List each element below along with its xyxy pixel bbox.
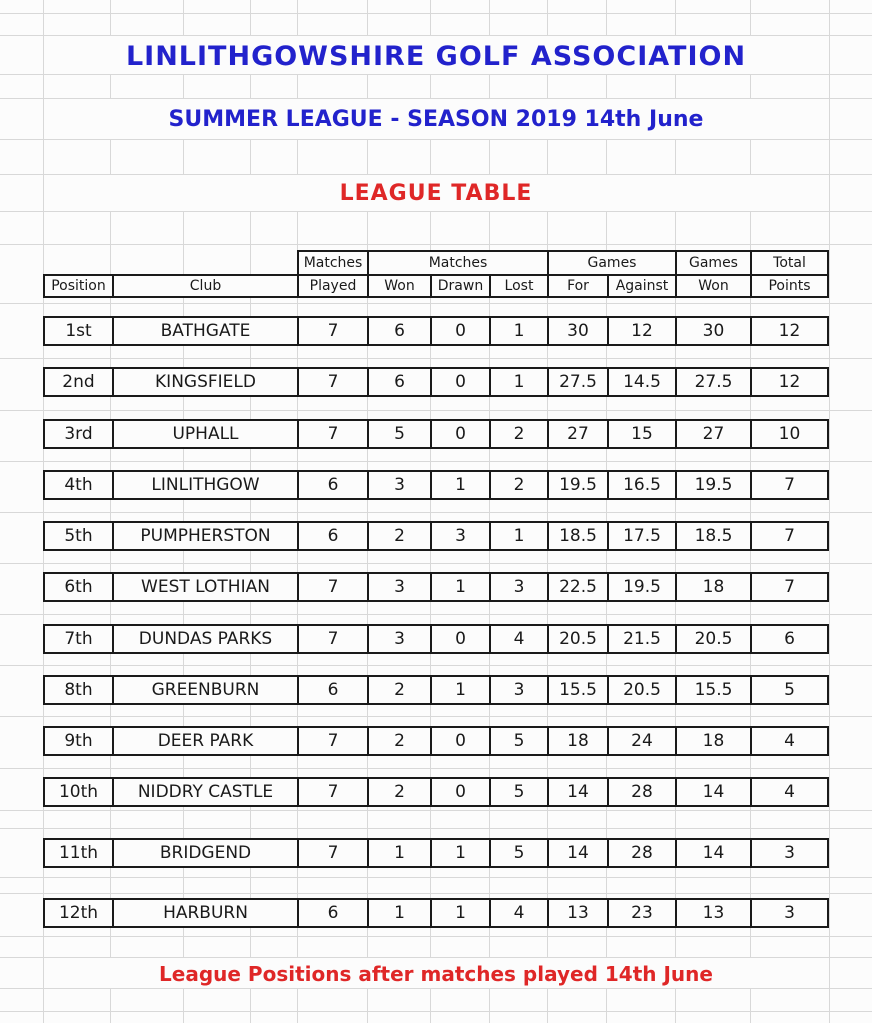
column-header-for: For — [547, 276, 607, 296]
gridline-h — [0, 461, 872, 462]
cell-matches-played: 7 — [297, 840, 367, 866]
cell-games-won: 20.5 — [675, 626, 750, 652]
footer-note: League Positions after matches played 14th June — [159, 962, 713, 986]
gridline-h — [0, 957, 872, 958]
cell-games-against: 12 — [607, 318, 675, 344]
cell-games-won: 13 — [675, 900, 750, 926]
group-header-games: Games — [547, 252, 675, 274]
cell-matches-lost: 1 — [489, 369, 547, 395]
cell-total-points: 10 — [750, 421, 827, 447]
cell-games-for: 22.5 — [547, 574, 607, 600]
gridline-h — [0, 810, 872, 811]
cell-matches-played: 6 — [297, 677, 367, 703]
cell-matches-drawn: 0 — [430, 779, 489, 805]
cell-matches-won: 5 — [367, 421, 430, 447]
cell-total-points: 4 — [750, 779, 827, 805]
gridline-h — [0, 988, 872, 989]
cell-games-against: 14.5 — [607, 369, 675, 395]
cell-club: UPHALL — [112, 421, 297, 447]
cell-matches-played: 7 — [297, 626, 367, 652]
gridline-h — [0, 35, 872, 36]
column-header-lost: Lost — [489, 276, 547, 296]
cell-matches-drawn: 0 — [430, 369, 489, 395]
cell-total-points: 12 — [750, 318, 827, 344]
table-row — [43, 838, 829, 868]
gridline-h — [0, 74, 872, 75]
gridline-h — [0, 512, 872, 513]
cell-total-points: 7 — [750, 574, 827, 600]
gridline-h — [0, 13, 872, 14]
gridline-h — [0, 139, 872, 140]
group-header-matches: Matches — [367, 252, 547, 274]
cell-total-points: 3 — [750, 840, 827, 866]
cell-games-won: 27.5 — [675, 369, 750, 395]
cell-matches-won: 2 — [367, 677, 430, 703]
gridline-h — [0, 893, 872, 894]
gridline-h — [0, 614, 872, 615]
cell-club: HARBURN — [112, 900, 297, 926]
table-row — [43, 898, 829, 928]
gridline-h — [0, 768, 872, 769]
cell-matches-won: 6 — [367, 369, 430, 395]
cell-matches-played: 7 — [297, 574, 367, 600]
table-row — [43, 726, 829, 756]
gridline-h — [0, 877, 872, 878]
page-title: LINLITHGOWSHIRE GOLF ASSOCIATION — [125, 41, 747, 72]
cell-matches-drawn: 1 — [430, 840, 489, 866]
cell-position: 12th — [58, 903, 99, 923]
table-row — [43, 419, 829, 449]
cell-position: 8th — [64, 680, 93, 700]
column-header-club: Club — [112, 276, 297, 296]
cell-total-points: 3 — [750, 900, 827, 926]
table-row — [43, 624, 829, 654]
cell-games-for: 13 — [547, 900, 607, 926]
cell-club: PUMPHERSTON — [112, 523, 297, 549]
cell-games-won: 18 — [675, 728, 750, 754]
column-header-drawn: Drawn — [430, 276, 489, 296]
cell-matches-lost: 3 — [489, 677, 547, 703]
gridline-h — [0, 358, 872, 359]
table-row — [43, 572, 829, 602]
cell-games-won: 30 — [675, 318, 750, 344]
gridline-h — [0, 303, 872, 304]
cell-matches-lost: 3 — [489, 574, 547, 600]
cell-games-won: 18.5 — [675, 523, 750, 549]
cell-matches-lost: 2 — [489, 472, 547, 498]
section-title: LEAGUE TABLE — [339, 181, 533, 206]
cell-matches-drawn: 1 — [430, 677, 489, 703]
cell-matches-played: 7 — [297, 369, 367, 395]
cell-games-for: 20.5 — [547, 626, 607, 652]
cell-games-won: 15.5 — [675, 677, 750, 703]
cell-position: 1st — [65, 321, 92, 341]
cell-games-for: 14 — [547, 779, 607, 805]
cell-games-against: 19.5 — [607, 574, 675, 600]
cell-matches-won: 2 — [367, 523, 430, 549]
cell-games-for: 27 — [547, 421, 607, 447]
cell-club: NIDDRY CASTLE — [112, 779, 297, 805]
cell-position: 9th — [64, 731, 93, 751]
cell-matches-played: 6 — [297, 900, 367, 926]
gridline-h — [0, 1011, 872, 1012]
cell-position: 3rd — [64, 424, 93, 444]
cell-games-for: 27.5 — [547, 369, 607, 395]
cell-matches-drawn: 0 — [430, 318, 489, 344]
cell-games-against: 16.5 — [607, 472, 675, 498]
table-row — [43, 316, 829, 346]
column-header-against: Against — [607, 276, 675, 296]
cell-games-against: 28 — [607, 840, 675, 866]
cell-matches-lost: 4 — [489, 900, 547, 926]
cell-club: WEST LOTHIAN — [112, 574, 297, 600]
cell-matches-won: 1 — [367, 840, 430, 866]
cell-total-points: 7 — [750, 472, 827, 498]
cell-matches-drawn: 1 — [430, 472, 489, 498]
cell-games-won: 27 — [675, 421, 750, 447]
gridline-h — [0, 98, 872, 99]
cell-games-for: 18 — [547, 728, 607, 754]
column-header-games-won: Won — [675, 276, 750, 296]
cell-matches-lost: 5 — [489, 840, 547, 866]
cell-total-points: 7 — [750, 523, 827, 549]
cell-games-won: 18 — [675, 574, 750, 600]
column-header-position: Position — [51, 278, 106, 294]
table-row — [43, 777, 829, 807]
cell-position: 11th — [58, 843, 99, 863]
cell-matches-won: 3 — [367, 472, 430, 498]
table-row — [43, 521, 829, 551]
cell-games-against: 23 — [607, 900, 675, 926]
column-header-points: Points — [750, 276, 827, 296]
table-header-row — [43, 274, 829, 298]
cell-games-against: 20.5 — [607, 677, 675, 703]
cell-matches-played: 6 — [297, 472, 367, 498]
group-header-total: Total — [750, 252, 827, 274]
cell-total-points: 12 — [750, 369, 827, 395]
cell-club: KINGSFIELD — [112, 369, 297, 395]
cell-matches-played: 7 — [297, 779, 367, 805]
gridline-h — [0, 244, 872, 245]
cell-club: LINLITHGOW — [112, 472, 297, 498]
gridline-h — [0, 563, 872, 564]
cell-matches-lost: 1 — [489, 523, 547, 549]
cell-games-for: 19.5 — [547, 472, 607, 498]
cell-club: DUNDAS PARKS — [112, 626, 297, 652]
cell-matches-lost: 1 — [489, 318, 547, 344]
cell-position: 6th — [64, 577, 93, 597]
cell-games-for: 30 — [547, 318, 607, 344]
cell-games-for: 14 — [547, 840, 607, 866]
cell-games-won: 19.5 — [675, 472, 750, 498]
table-header-group-row — [297, 250, 829, 274]
gridline-h — [0, 174, 872, 175]
cell-position: 7th — [64, 629, 93, 649]
cell-matches-drawn: 0 — [430, 421, 489, 447]
cell-matches-won: 1 — [367, 900, 430, 926]
cell-club: GREENBURN — [112, 677, 297, 703]
cell-total-points: 6 — [750, 626, 827, 652]
cell-games-won: 14 — [675, 779, 750, 805]
cell-club: DEER PARK — [112, 728, 297, 754]
cell-matches-won: 2 — [367, 728, 430, 754]
table-row — [43, 470, 829, 500]
cell-matches-played: 7 — [297, 728, 367, 754]
gridline-h — [0, 716, 872, 717]
cell-games-for: 15.5 — [547, 677, 607, 703]
cell-matches-played: 6 — [297, 523, 367, 549]
cell-games-against: 15 — [607, 421, 675, 447]
cell-matches-lost: 5 — [489, 728, 547, 754]
cell-games-won: 14 — [675, 840, 750, 866]
cell-position: 10th — [58, 782, 99, 802]
cell-games-against: 28 — [607, 779, 675, 805]
cell-matches-won: 3 — [367, 574, 430, 600]
cell-matches-lost: 5 — [489, 779, 547, 805]
cell-matches-lost: 4 — [489, 626, 547, 652]
cell-games-against: 21.5 — [607, 626, 675, 652]
column-header-won: Won — [367, 276, 430, 296]
cell-total-points: 5 — [750, 677, 827, 703]
group-header-games-won: Games — [675, 252, 750, 274]
cell-club: BATHGATE — [112, 318, 297, 344]
cell-matches-drawn: 3 — [430, 523, 489, 549]
cell-matches-won: 3 — [367, 626, 430, 652]
cell-position: 2nd — [62, 372, 95, 392]
table-row — [43, 367, 829, 397]
group-header-matches-played: Matches — [303, 255, 363, 271]
table-row — [43, 675, 829, 705]
cell-position: 4th — [64, 475, 93, 495]
cell-matches-won: 6 — [367, 318, 430, 344]
cell-matches-drawn: 0 — [430, 728, 489, 754]
cell-club: BRIDGEND — [112, 840, 297, 866]
cell-matches-played: 7 — [297, 421, 367, 447]
gridline-h — [0, 936, 872, 937]
page-subtitle: SUMMER LEAGUE - SEASON 2019 14th June — [168, 107, 704, 132]
gridline-h — [0, 211, 872, 212]
gridline-h — [0, 410, 872, 411]
cell-position: 5th — [64, 526, 93, 546]
cell-matches-drawn: 0 — [430, 626, 489, 652]
cell-games-against: 24 — [607, 728, 675, 754]
cell-games-for: 18.5 — [547, 523, 607, 549]
gridline-h — [0, 828, 872, 829]
column-header-played: Played — [297, 276, 367, 296]
cell-matches-lost: 2 — [489, 421, 547, 447]
cell-games-against: 17.5 — [607, 523, 675, 549]
cell-matches-drawn: 1 — [430, 900, 489, 926]
gridline-h — [0, 665, 872, 666]
cell-matches-drawn: 1 — [430, 574, 489, 600]
cell-matches-won: 2 — [367, 779, 430, 805]
cell-total-points: 4 — [750, 728, 827, 754]
cell-matches-played: 7 — [297, 318, 367, 344]
